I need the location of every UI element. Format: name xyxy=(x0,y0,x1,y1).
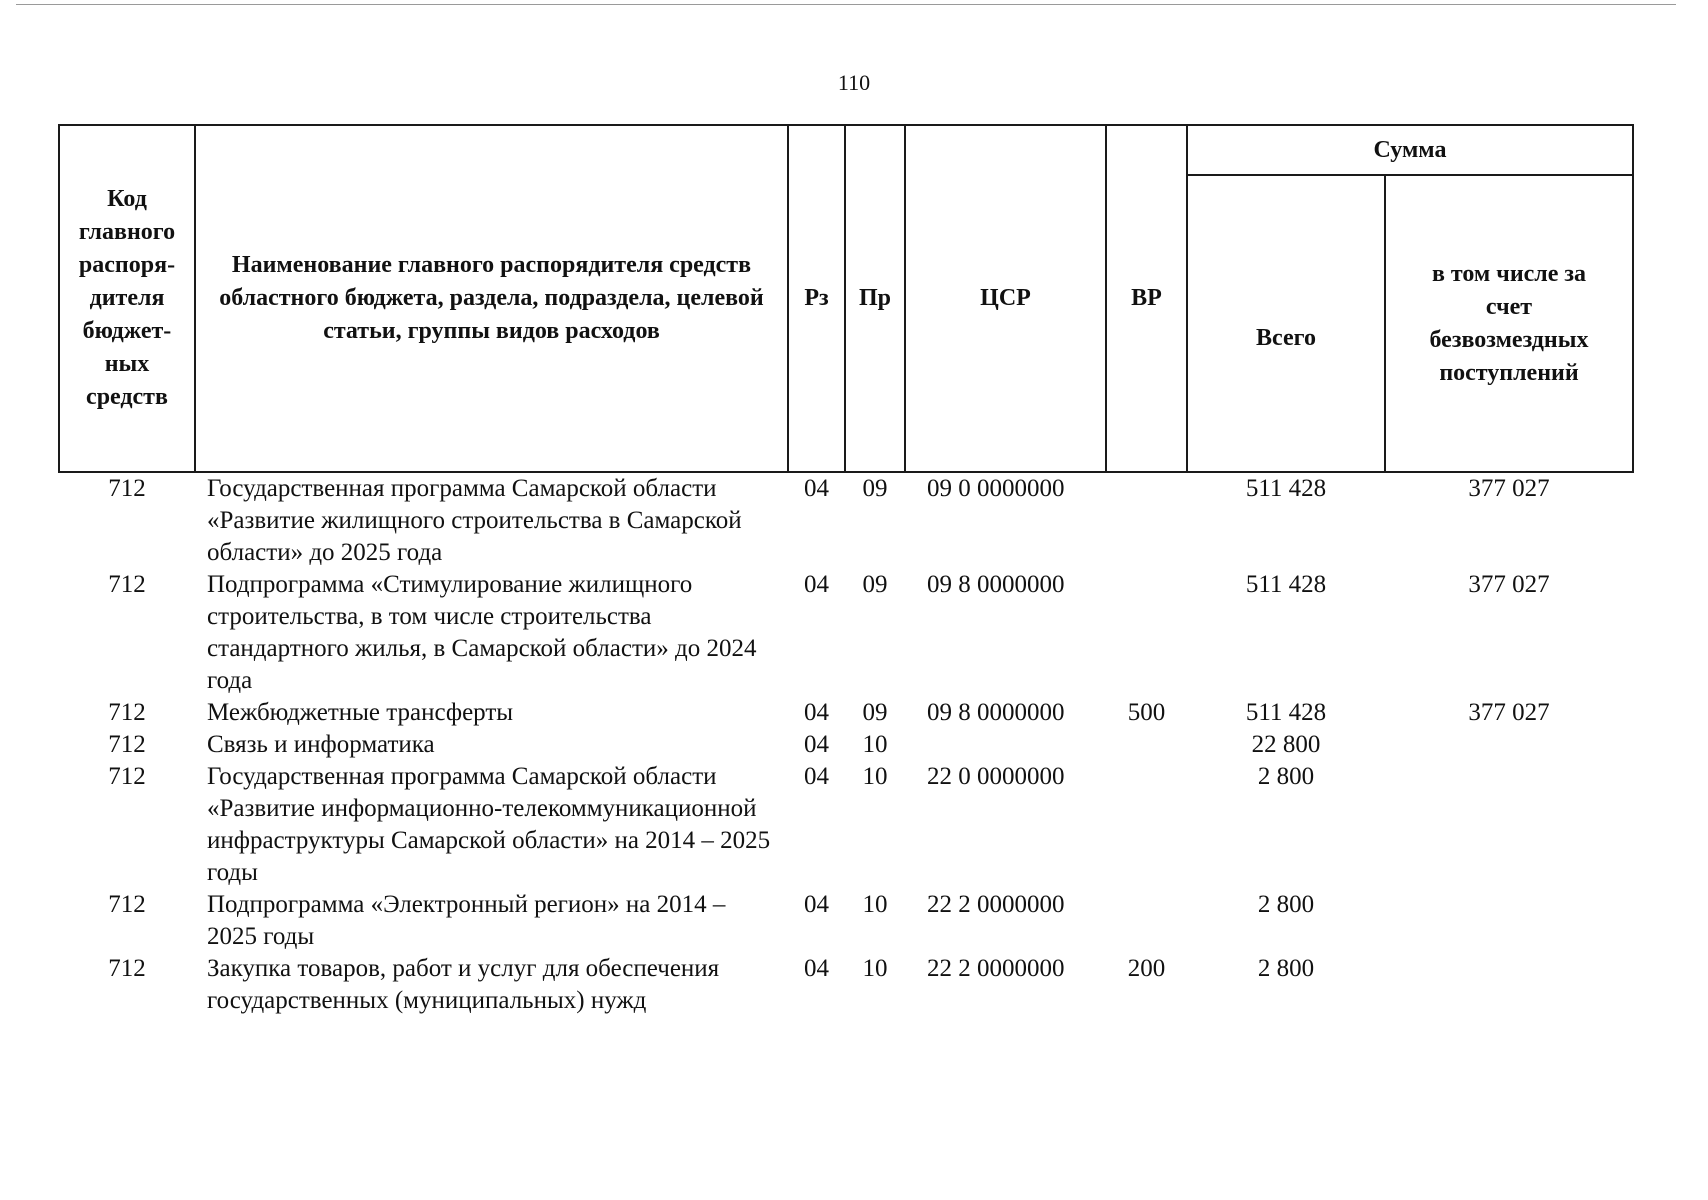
row-rz: 04 xyxy=(804,731,829,758)
row-name: Закупка товаров, работ и услуг для обеспечения государственных (муниципальных) нужд xyxy=(207,955,720,1014)
row-code: 712 xyxy=(108,731,146,758)
row-vr xyxy=(1106,569,1187,697)
row-code: 712 xyxy=(108,699,146,726)
header-sum: Сумма xyxy=(1187,125,1633,175)
row-pr: 10 xyxy=(862,955,888,982)
row-grants xyxy=(1385,729,1633,761)
row-name: Подпрограмма «Электронный регион» на 2014 – 2025 годы xyxy=(207,891,726,950)
table-row xyxy=(59,697,1633,729)
header-grants: в том числе за счет безвозмездных поступлений xyxy=(1385,175,1633,472)
row-csr: 09 0 0000000 xyxy=(927,475,1065,502)
header-rz: Рз xyxy=(788,125,845,472)
row-grants: 377 027 xyxy=(1468,475,1550,502)
row-vr xyxy=(1106,472,1187,569)
row-pr: 10 xyxy=(862,763,888,790)
header-pr: Пр xyxy=(845,125,905,472)
table-row xyxy=(59,761,1633,889)
row-rz: 04 xyxy=(804,955,829,982)
row-grants: 377 027 xyxy=(1468,571,1550,598)
table-row xyxy=(59,472,1633,569)
row-csr xyxy=(905,729,1106,761)
row-pr: 10 xyxy=(862,731,888,758)
row-vr xyxy=(1106,729,1187,761)
row-total: 2 800 xyxy=(1257,763,1315,790)
row-code: 712 xyxy=(108,955,146,982)
row-grants xyxy=(1385,953,1633,1017)
row-rz: 04 xyxy=(804,763,829,790)
table-row xyxy=(59,953,1633,1017)
row-vr xyxy=(1106,761,1187,889)
row-code: 712 xyxy=(108,571,146,598)
row-name: Межбюджетные трансферты xyxy=(207,699,514,726)
table-row xyxy=(59,569,1633,697)
row-name: Государственная программа Самарской области «Развитие информационно-телекоммуникационной инфраструктуры Самарской области» на 2014 – 2025 годы xyxy=(207,763,771,886)
row-grants xyxy=(1385,761,1633,889)
page-number: 110 xyxy=(837,70,871,95)
header-code: Код главного распоря-дителя бюджет-ных средств xyxy=(59,125,195,472)
row-total: 511 428 xyxy=(1245,475,1327,502)
row-total: 2 800 xyxy=(1257,891,1315,918)
row-pr: 09 xyxy=(862,571,888,598)
row-name: Государственная программа Самарской области «Развитие жилищного строительства в Самарской области» до 2025 года xyxy=(207,475,742,566)
row-csr: 09 8 0000000 xyxy=(927,571,1065,598)
row-csr: 22 2 0000000 xyxy=(927,891,1065,918)
row-csr: 09 8 0000000 xyxy=(927,699,1065,726)
table-row xyxy=(59,729,1633,761)
header-vr: ВР xyxy=(1106,125,1187,472)
row-rz: 04 xyxy=(804,571,829,598)
row-rz: 04 xyxy=(804,891,829,918)
row-name: Связь и информатика xyxy=(207,731,435,758)
row-grants xyxy=(1385,889,1633,953)
row-total: 511 428 xyxy=(1245,699,1327,726)
row-pr: 09 xyxy=(862,699,888,726)
header-csr: ЦСР xyxy=(905,125,1106,472)
table-body xyxy=(59,472,1633,1017)
table-row xyxy=(59,889,1633,953)
budget-allocation-table xyxy=(58,124,1634,1017)
row-pr: 09 xyxy=(862,475,888,502)
row-vr xyxy=(1106,889,1187,953)
row-vr: 500 xyxy=(1127,699,1166,726)
row-csr: 22 0 0000000 xyxy=(927,763,1065,790)
row-pr: 10 xyxy=(862,891,888,918)
row-total: 511 428 xyxy=(1245,571,1327,598)
row-code: 712 xyxy=(108,475,146,502)
row-grants: 377 027 xyxy=(1468,699,1550,726)
row-name: Подпрограмма «Стимулирование жилищного строительства, в том числе строительства стандартного жилья, в Самарской области» до 2024 года xyxy=(207,571,757,694)
header-total: Всего xyxy=(1187,175,1385,472)
row-code: 712 xyxy=(108,763,146,790)
table-header xyxy=(59,125,1633,472)
row-csr: 22 2 0000000 xyxy=(927,955,1065,982)
row-total: 22 800 xyxy=(1251,731,1321,758)
scan-top-edge-line xyxy=(16,4,1676,5)
row-total: 2 800 xyxy=(1257,955,1315,982)
header-name: Наименование главного распорядителя средств областного бюджета, раздела, подраздела, целевой статьи, группы видов расходов xyxy=(195,125,788,472)
row-rz: 04 xyxy=(804,475,829,502)
row-vr: 200 xyxy=(1127,955,1166,982)
row-rz: 04 xyxy=(804,699,829,726)
row-code: 712 xyxy=(108,891,146,918)
